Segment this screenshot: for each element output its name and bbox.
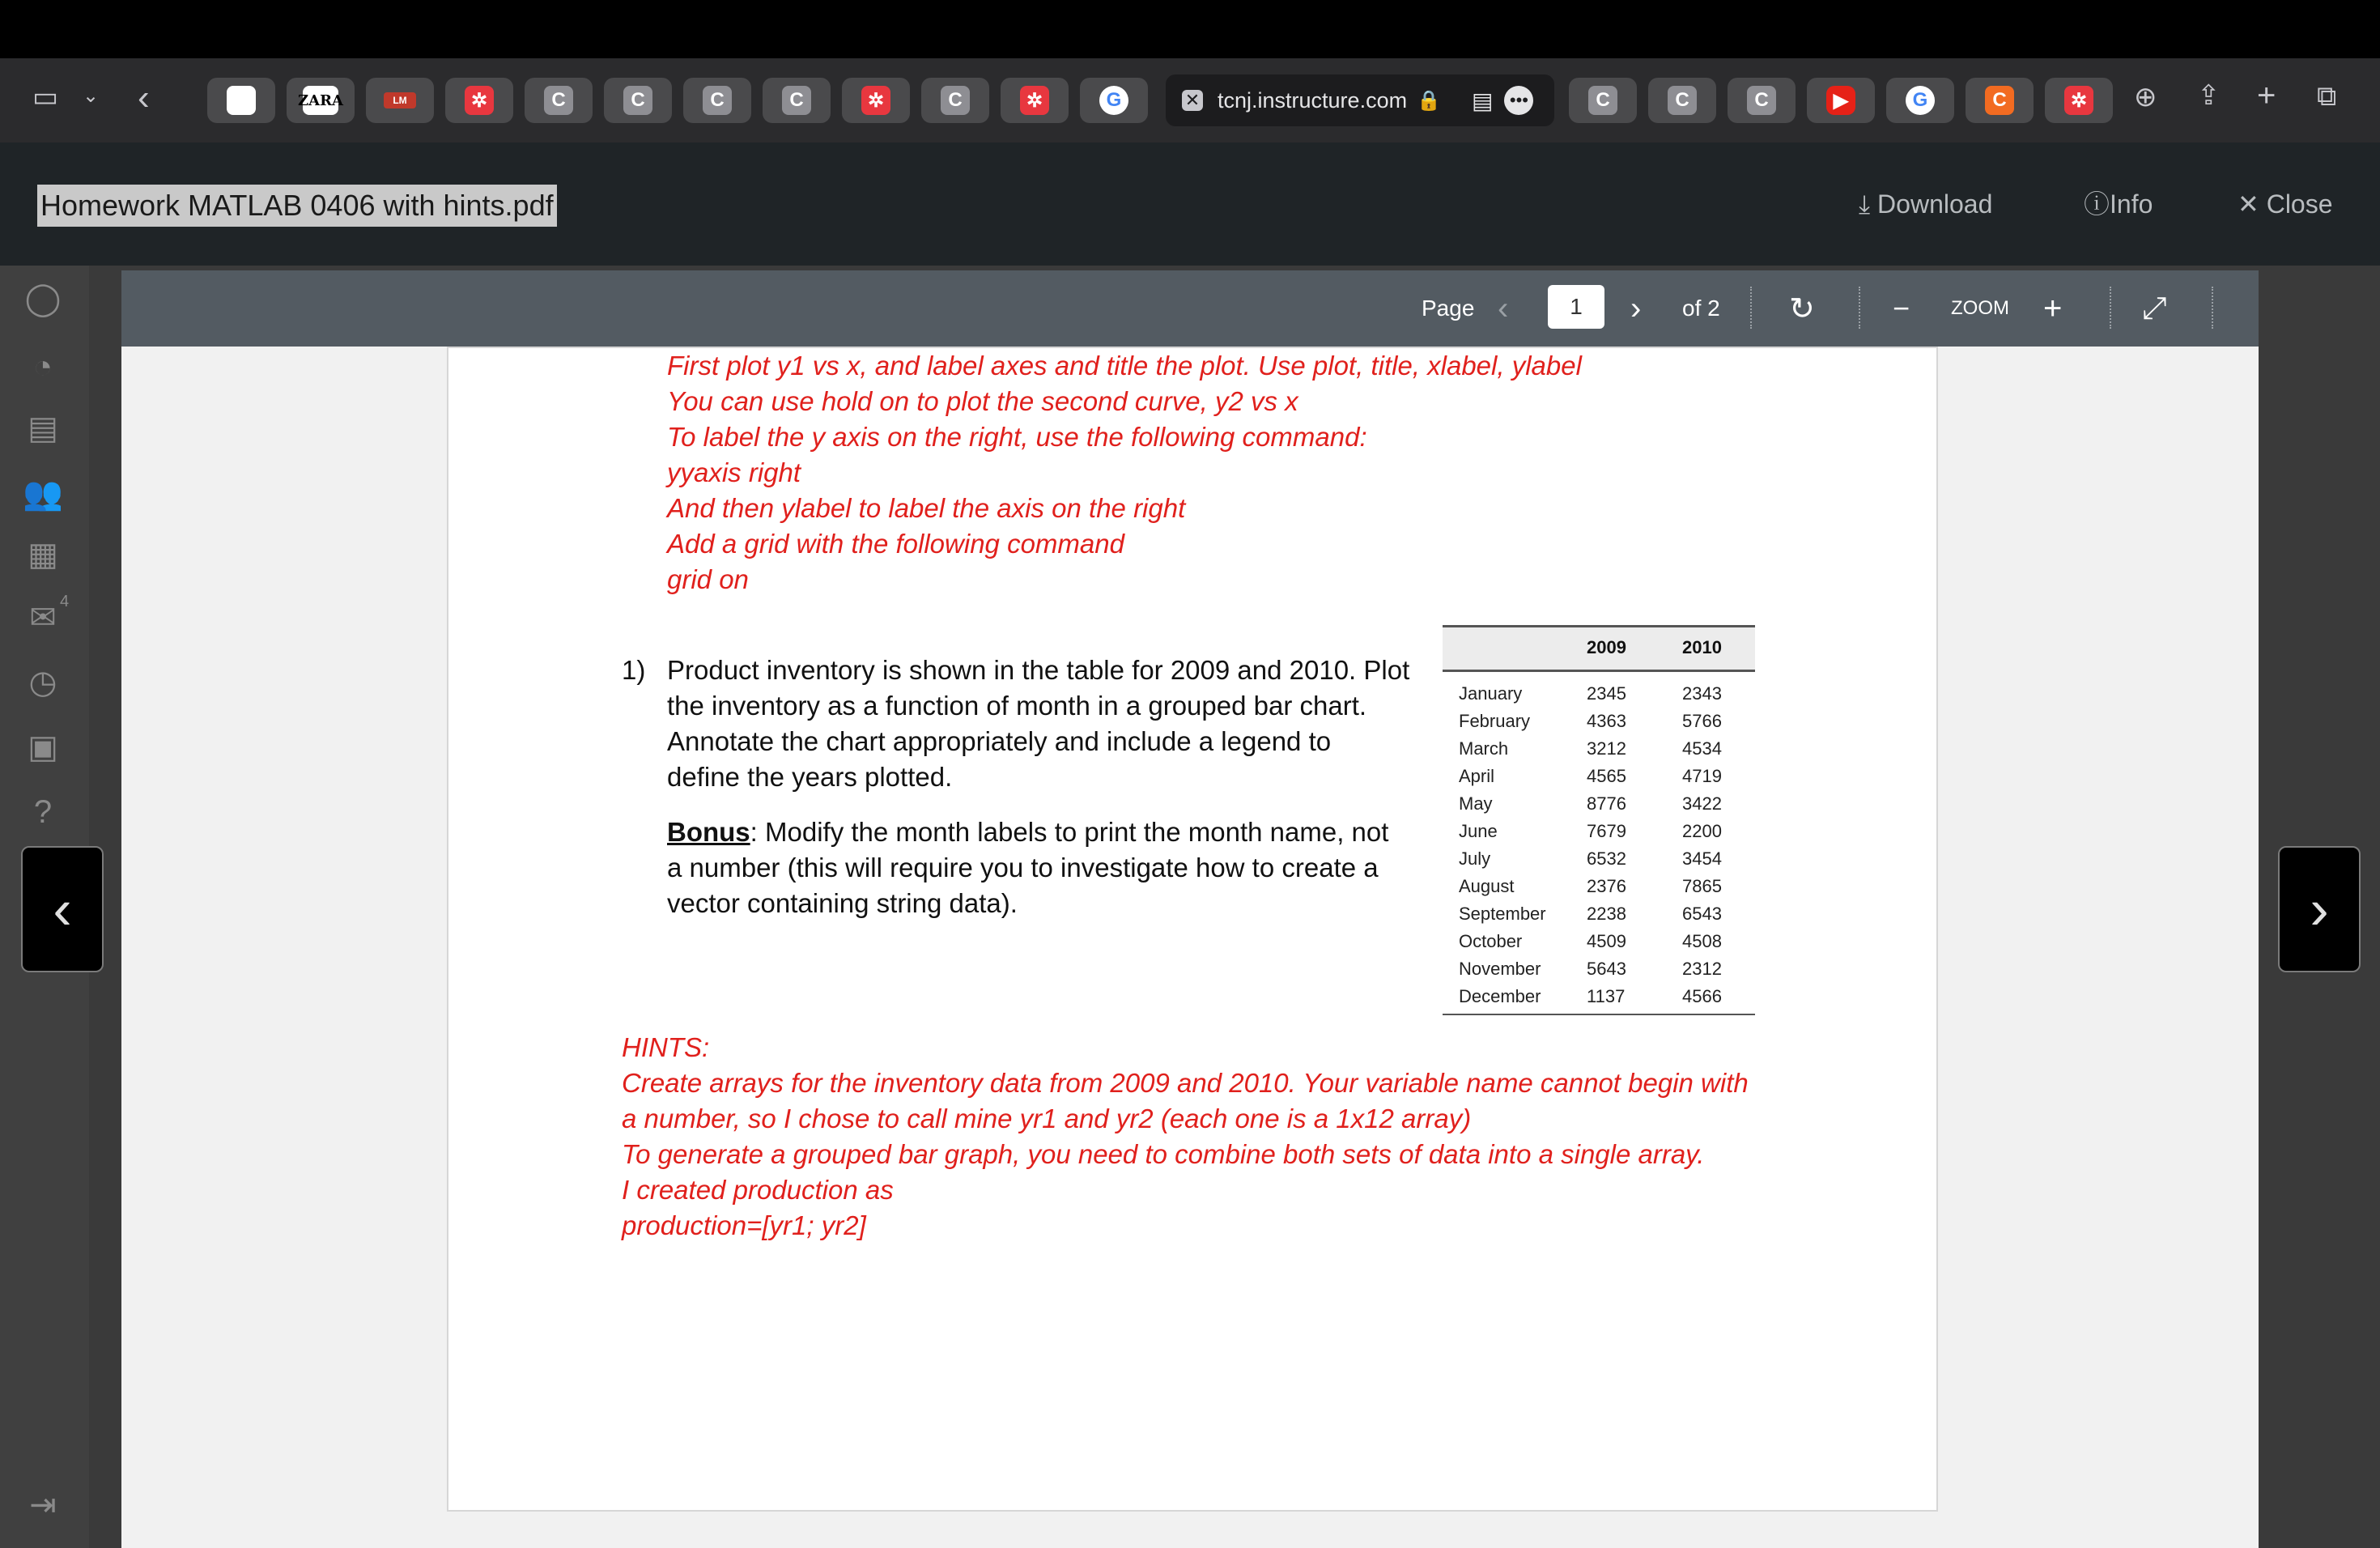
tab-2[interactable] <box>366 78 434 123</box>
window-top-strip <box>0 0 2380 58</box>
tab-right-2[interactable] <box>1728 78 1796 123</box>
favicon-icon: C <box>623 86 652 115</box>
fullscreen-icon[interactable]: ⤢ <box>2142 291 2167 325</box>
inventory-table <box>1443 625 1755 1015</box>
share-icon[interactable]: ⇪ <box>2197 80 2221 111</box>
favicon-icon: ✲ <box>861 86 890 115</box>
studio-icon[interactable]: ▣ <box>28 729 58 765</box>
favicon-icon: C <box>1668 86 1697 115</box>
hints-title: HINTS: <box>622 1032 710 1062</box>
inbox-icon[interactable]: ✉ <box>29 600 57 636</box>
value-2009-cell: 2345 <box>1587 683 1626 704</box>
favicon-icon: LM <box>384 92 416 108</box>
toolbar-divider <box>2110 287 2111 329</box>
tab-right-4[interactable] <box>1886 78 1954 123</box>
tab-5[interactable] <box>604 78 672 123</box>
calendar-icon[interactable]: ▦ <box>28 537 58 572</box>
bonus-text <box>667 814 1436 921</box>
bonus-line: a number (this will require you to investigate how to create a <box>667 853 1379 882</box>
hints-section <box>622 1030 1836 1244</box>
inbox-badge: 4 <box>60 593 70 610</box>
table-row <box>1443 899 1755 926</box>
value-2010-cell: 4566 <box>1682 986 1722 1006</box>
hint-line: production=[yr1; yr2] <box>622 1210 866 1240</box>
value-2010-cell: 2312 <box>1682 959 1722 979</box>
value-2009-cell: 6532 <box>1587 848 1626 869</box>
favicon-icon: ✲ <box>1020 86 1049 115</box>
favicon-icon: G <box>1906 86 1935 115</box>
value-2010-cell: 7865 <box>1682 876 1722 896</box>
previous-file-button[interactable] <box>21 846 104 972</box>
problem-line: Annotate the chart appropriately and include a legend to <box>667 726 1332 756</box>
page-label: Page <box>1422 296 1475 321</box>
dashboard-icon[interactable]: ◔ <box>32 348 53 385</box>
month-cell: October <box>1459 931 1523 951</box>
tab-1[interactable] <box>287 78 355 123</box>
hint-line: Add a grid with the following command <box>667 529 1124 559</box>
value-2009-cell: 7679 <box>1587 821 1626 841</box>
month-cell: August <box>1459 876 1515 896</box>
favicon-icon: ZARA <box>303 86 338 115</box>
downloads-icon[interactable]: ⊕ <box>2134 82 2157 113</box>
table-row <box>1443 926 1755 954</box>
table-body <box>1443 672 1755 1009</box>
tab-8[interactable] <box>842 78 910 123</box>
table-header <box>1443 627 1755 672</box>
value-2009-cell: 4509 <box>1587 931 1626 951</box>
value-2010-cell: 3422 <box>1682 793 1722 814</box>
table-row <box>1443 706 1755 734</box>
favicon-icon: ✲ <box>227 86 256 115</box>
hint-line: I created production as <box>622 1175 894 1205</box>
expand-rail-icon[interactable]: ⇥ <box>29 1487 57 1523</box>
chevron-down-icon[interactable]: ⌄ <box>83 85 100 107</box>
value-2010-cell: 5766 <box>1682 711 1722 731</box>
value-2010-cell: 2343 <box>1682 683 1722 704</box>
favicon-icon: C <box>1747 86 1776 115</box>
month-cell: December <box>1459 986 1541 1006</box>
month-cell: June <box>1459 821 1498 841</box>
value-2009-cell: 2376 <box>1587 876 1626 896</box>
month-cell: February <box>1459 711 1531 731</box>
favicon-icon: C <box>1985 86 2014 115</box>
tab-4[interactable] <box>525 78 593 123</box>
tab-right-3[interactable] <box>1807 78 1875 123</box>
header-2010: 2010 <box>1682 637 1722 657</box>
tab-9[interactable] <box>921 78 989 123</box>
tab-right-0[interactable] <box>1569 78 1637 123</box>
toolbar-divider <box>2212 287 2213 329</box>
value-2010-cell: 2200 <box>1682 821 1722 841</box>
tab-7[interactable] <box>763 78 831 123</box>
close-icon: ✕ <box>2238 189 2259 219</box>
tab-overview-icon[interactable]: ⧉ <box>2317 81 2337 112</box>
sidebar-toggle-icon[interactable]: ▭ <box>32 82 59 113</box>
table-row <box>1443 816 1755 844</box>
table-row <box>1443 789 1755 816</box>
value-2009-cell: 4363 <box>1587 711 1626 731</box>
month-cell: May <box>1459 793 1493 814</box>
zoom-out-icon[interactable]: − <box>1893 291 1910 325</box>
toolbar-divider <box>1859 287 1860 329</box>
info-button[interactable]: ⓘInfo <box>2084 189 2153 219</box>
hint-line: And then ylabel to label the axis on the right <box>667 493 1186 523</box>
favicon-icon: C <box>703 86 732 115</box>
tab-right-5[interactable] <box>1966 78 2034 123</box>
rotate-icon[interactable]: ↻ <box>1789 291 1815 326</box>
page-number-input[interactable]: 1 <box>1548 285 1604 329</box>
value-2009-cell: 1137 <box>1587 986 1626 1006</box>
hint-line: To generate a grouped bar graph, you need to combine both sets of data into a single array. <box>622 1139 1705 1169</box>
hint-line: To label the y axis on the right, use the following command: <box>667 422 1367 452</box>
bonus-line: : Modify the month labels to print the month name, not <box>750 817 1389 847</box>
hint-line: You can use hold on to plot the second curve, y2 vs x <box>667 386 1298 416</box>
table-row <box>1443 954 1755 981</box>
help-icon[interactable]: ? <box>33 793 53 830</box>
new-tab-icon[interactable]: + <box>2257 78 2276 113</box>
download-button[interactable]: ⤓ Download <box>1859 189 1993 219</box>
reader-icon[interactable]: ▤ <box>1471 87 1494 113</box>
next-page-icon[interactable]: › <box>1630 290 1642 326</box>
pdf-toolbar <box>121 270 2259 347</box>
header-2009: 2009 <box>1587 637 1626 657</box>
favicon-icon: C <box>1588 86 1617 115</box>
value-2009-cell: 3212 <box>1587 738 1626 759</box>
value-2010-cell: 4508 <box>1682 931 1722 951</box>
bonus-line: vector containing string data). <box>667 888 1018 918</box>
tab-right-1[interactable] <box>1648 78 1716 123</box>
hint-line: yyaxis right <box>667 457 801 487</box>
problem-number: 1) <box>622 655 646 685</box>
month-cell: January <box>1459 683 1523 704</box>
chevron-right-icon: › <box>2310 878 2329 941</box>
intro-hints <box>667 348 1719 598</box>
groups-icon[interactable]: 👥 <box>23 475 63 512</box>
value-2010-cell: 4534 <box>1682 738 1722 759</box>
month-cell: November <box>1459 959 1541 979</box>
tab-11[interactable] <box>1080 78 1148 123</box>
prev-page-icon[interactable]: ‹ <box>1498 290 1509 326</box>
value-2010-cell: 4719 <box>1682 766 1722 786</box>
lock-icon: 🔒 <box>1417 89 1441 112</box>
hint-line: grid on <box>667 564 749 594</box>
favicon-icon: ▶ <box>1826 86 1855 115</box>
month-cell: April <box>1459 766 1495 786</box>
table-row <box>1443 871 1755 899</box>
favicon-icon: ✲ <box>465 86 494 115</box>
table-row <box>1443 761 1755 789</box>
courses-icon[interactable]: ▤ <box>28 410 58 446</box>
zoom-label: ZOOM <box>1951 297 2009 319</box>
month-cell: July <box>1459 848 1491 869</box>
tab-0[interactable] <box>207 78 275 123</box>
table-row <box>1443 734 1755 761</box>
zoom-in-icon[interactable]: + <box>2043 290 2063 326</box>
close-button[interactable]: ✕ Close <box>2238 189 2333 219</box>
chevron-left-icon: ‹ <box>53 878 72 941</box>
value-2009-cell: 8776 <box>1587 793 1626 814</box>
value-2010-cell: 3454 <box>1682 848 1722 869</box>
month-cell: March <box>1459 738 1509 759</box>
page-count: of 2 <box>1682 296 1720 321</box>
month-cell: September <box>1459 904 1546 924</box>
document-title: Homework MATLAB 0406 with hints.pdf <box>37 185 557 227</box>
value-2009-cell: 4565 <box>1587 766 1626 786</box>
hint-line: a number, so I chose to call mine yr1 and yr2 (each one is a 1x12 array) <box>622 1104 1472 1133</box>
active-tab[interactable] <box>1166 74 1554 126</box>
problem-line: the inventory as a function of month in a grouped bar chart. <box>667 691 1367 721</box>
tab-10[interactable] <box>1001 78 1069 123</box>
tab-right-6[interactable] <box>2045 78 2113 123</box>
value-2010-cell: 6543 <box>1682 904 1722 924</box>
back-icon[interactable]: ‹ <box>138 78 150 117</box>
table-row <box>1443 678 1755 706</box>
close-tab-icon[interactable]: ✕ <box>1182 90 1203 111</box>
table-row <box>1443 844 1755 871</box>
next-file-button[interactable] <box>2278 846 2361 972</box>
info-icon: ⓘ <box>2084 189 2110 219</box>
more-icon[interactable]: ••• <box>1504 86 1533 115</box>
history-icon[interactable]: ◷ <box>28 665 57 700</box>
favicon-icon: C <box>544 86 573 115</box>
url-text: tcnj.instructure.com <box>1218 87 1408 113</box>
problem-line: Product inventory is shown in the table for 2009 and 2010. Plot <box>667 655 1410 685</box>
favicon-icon: G <box>1099 86 1128 115</box>
value-2009-cell: 5643 <box>1587 959 1626 979</box>
favicon-icon: C <box>941 86 970 115</box>
table-row <box>1443 981 1755 1009</box>
problem-line: define the years plotted. <box>667 762 953 792</box>
problem-text <box>667 653 1436 795</box>
hint-line: Create arrays for the inventory data from 2009 and 2010. Your variable name cannot begin with <box>622 1068 1749 1098</box>
favicon-icon: C <box>782 86 811 115</box>
download-icon: ⤓ <box>1859 189 1871 219</box>
tab-3[interactable] <box>445 78 513 123</box>
value-2009-cell: 2238 <box>1587 904 1626 924</box>
tab-6[interactable] <box>683 78 751 123</box>
favicon-icon: ✲ <box>2064 86 2093 115</box>
hint-line: First plot y1 vs x, and label axes and title the plot. Use plot, title, xlabel, ylabel <box>667 351 1582 381</box>
bonus-label: Bonus <box>667 817 750 847</box>
toolbar-divider <box>1750 287 1752 329</box>
account-icon[interactable]: ◯ <box>24 281 62 317</box>
